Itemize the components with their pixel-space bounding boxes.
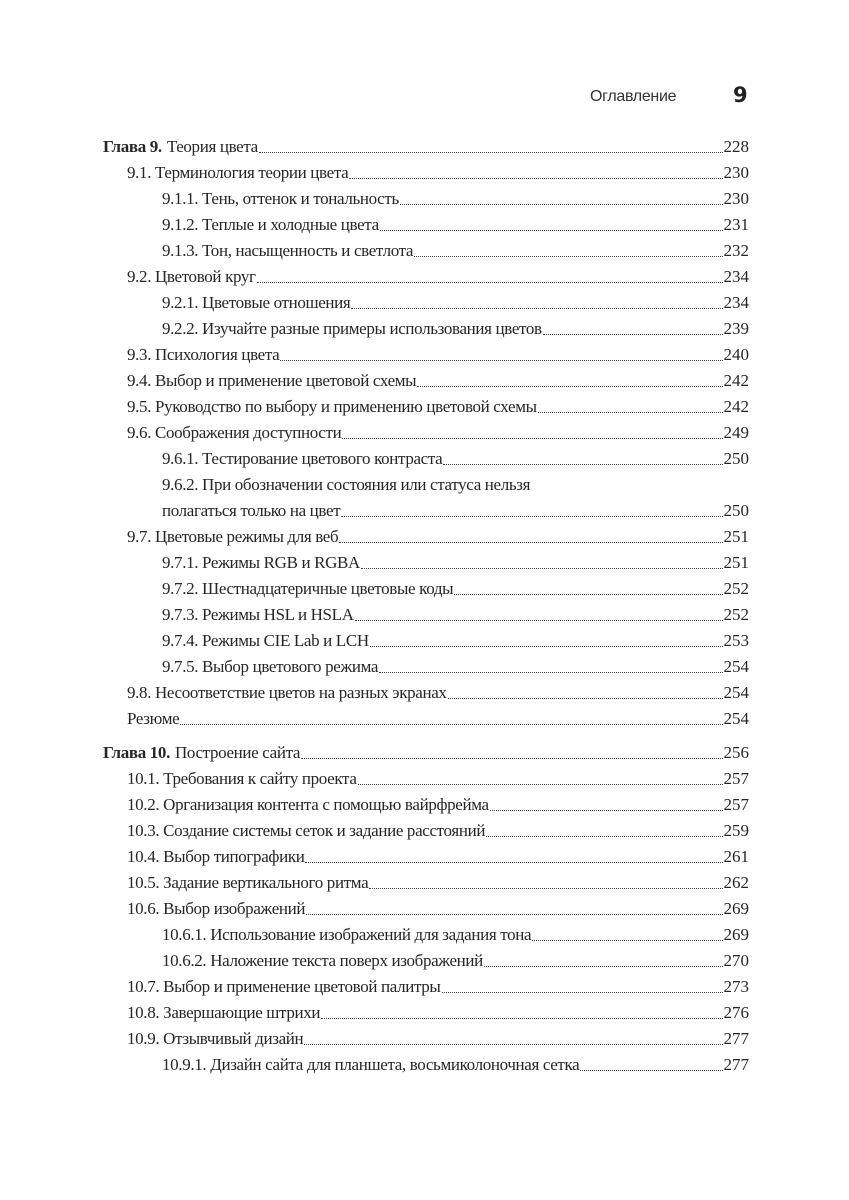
page-number: 256 [723, 743, 749, 762]
entry-title: 9.7.4. Режимы CIE Lab и LCH [162, 631, 369, 650]
page-number: 239 [723, 319, 749, 338]
toc-entry[interactable] [103, 792, 749, 818]
toc-entry-continuation[interactable] [103, 498, 749, 524]
dot-leader [484, 966, 723, 967]
dot-leader [339, 542, 722, 543]
page-number: 257 [723, 795, 749, 814]
toc-chapter-9 [103, 134, 749, 732]
dot-leader [380, 230, 723, 231]
dot-leader [443, 464, 722, 465]
entry-title: 9.7.5. Выбор цветового режима [162, 657, 379, 676]
entry-title: 10.1. Требования к сайту проекта [127, 769, 357, 788]
dot-leader [349, 178, 722, 179]
toc-entry[interactable] [103, 1026, 749, 1052]
entry-title: 9.4. Выбор и применение цветовой схемы [127, 371, 417, 390]
toc-entry[interactable] [103, 342, 749, 368]
toc-entry[interactable] [103, 238, 749, 264]
dot-leader [414, 256, 722, 257]
toc-entry[interactable] [103, 186, 749, 212]
toc-entry[interactable] [103, 948, 749, 974]
toc-entry[interactable] [103, 1000, 749, 1026]
entry-title: Резюме [127, 709, 180, 728]
toc-entry[interactable] [103, 818, 749, 844]
toc-entry[interactable] [103, 550, 749, 576]
page-number: 259 [723, 821, 749, 840]
chapter-title: Теория цвета [166, 137, 258, 156]
entry-title: 10.3. Создание системы сеток и задание расстояний [127, 821, 486, 840]
page-number: 270 [723, 951, 749, 970]
dot-leader [341, 516, 722, 517]
toc-entry[interactable] [103, 368, 749, 394]
toc-entry[interactable] [103, 628, 749, 654]
header-title: Оглавление [590, 88, 677, 105]
toc-chapter-heading[interactable] [103, 740, 749, 766]
toc-entry[interactable] [103, 576, 749, 602]
toc-entry[interactable] [103, 394, 749, 420]
entry-title: 9.1.1. Тень, оттенок и тональность [162, 189, 399, 208]
toc-entry[interactable] [103, 472, 749, 498]
entry-title: 10.8. Завершающие штрихи [127, 1003, 321, 1022]
page-number: 242 [723, 371, 749, 390]
page-number: 277 [723, 1055, 749, 1074]
entry-title: 10.7. Выбор и применение цветовой палитры [127, 977, 441, 996]
page-number: 252 [723, 605, 749, 624]
dot-leader [301, 758, 722, 759]
page-number: 234 [723, 267, 749, 286]
toc-entry[interactable] [103, 844, 749, 870]
page-number: 269 [723, 925, 749, 944]
page-number: 251 [723, 527, 749, 546]
page-number: 276 [723, 1003, 749, 1022]
page-number: 230 [723, 163, 749, 182]
page-number: 253 [723, 631, 749, 650]
toc-entry[interactable] [103, 264, 749, 290]
entry-title: 9.1.3. Тон, насыщенность и светлота [162, 241, 414, 260]
dot-leader [379, 672, 722, 673]
page-number: 230 [723, 189, 749, 208]
entry-title: 10.6.1. Использование изображений для задания тона [162, 925, 532, 944]
dot-leader [358, 784, 723, 785]
dot-leader [355, 620, 723, 621]
dot-leader [442, 992, 723, 993]
header-page-number: 9 [733, 83, 748, 107]
toc-entry[interactable] [103, 446, 749, 472]
page-number: 254 [723, 709, 749, 728]
toc-entry[interactable] [103, 680, 749, 706]
entry-title: 9.5. Руководство по выбору и применению цветовой схемы [127, 397, 537, 416]
dot-leader [321, 1018, 722, 1019]
toc-entry[interactable] [103, 1052, 749, 1078]
entry-title: 9.7.3. Режимы HSL и HSLA [162, 605, 354, 624]
toc-entry[interactable] [103, 706, 749, 732]
page-number: 277 [723, 1029, 749, 1048]
entry-title: 9.6. Соображения доступности [127, 423, 342, 442]
page-number: 261 [723, 847, 749, 866]
entry-title: 9.2.2. Изучайте разные примеры использования цветов [162, 319, 542, 338]
page-number: 242 [723, 397, 749, 416]
page-number: 231 [723, 215, 749, 234]
page-number: 228 [723, 137, 749, 156]
toc-chapter-heading[interactable] [103, 134, 749, 160]
dot-leader [538, 412, 723, 413]
dot-leader [400, 204, 723, 205]
entry-title: 10.4. Выбор типографики [127, 847, 305, 866]
dot-leader [280, 360, 722, 361]
entry-title: 10.9.1. Дизайн сайта для планшета, восьмиколоночная сетка [162, 1055, 580, 1074]
dot-leader [342, 438, 722, 439]
dot-leader [257, 282, 723, 283]
dot-leader [490, 810, 723, 811]
entry-title: 9.7. Цветовые режимы для веб [127, 527, 339, 546]
toc-entry[interactable] [103, 922, 749, 948]
page-number: 262 [723, 873, 749, 892]
dot-leader [180, 724, 722, 725]
toc-entry[interactable] [103, 524, 749, 550]
dot-leader [306, 914, 722, 915]
dot-leader [543, 334, 723, 335]
entry-title: 9.1.2. Теплые и холодные цвета [162, 215, 379, 234]
page-number: 250 [723, 449, 749, 468]
entry-title-continued: полагаться только на цвет [162, 501, 341, 520]
entry-title: 9.2. Цветовой круг [127, 267, 256, 286]
dot-leader [486, 836, 722, 837]
entry-title: 9.1. Терминология теории цвета [127, 163, 349, 182]
toc-chapter-10 [103, 740, 749, 1078]
entry-title: 9.8. Несоответствие цветов на разных экранах [127, 683, 447, 702]
chapter-label: Глава 10. [103, 743, 170, 762]
toc-entry[interactable] [103, 420, 749, 446]
dot-leader [305, 862, 722, 863]
dot-leader [448, 698, 723, 699]
page-number: 269 [723, 899, 749, 918]
dot-leader [532, 940, 722, 941]
toc-entry[interactable] [103, 160, 749, 186]
entry-title: 10.9. Отзывчивый дизайн [127, 1029, 304, 1048]
entry-title: 9.3. Психология цвета [127, 345, 280, 364]
entry-title: 10.6.2. Наложение текста поверх изображений [162, 951, 483, 970]
chapter-title: Построение сайта [174, 743, 301, 762]
page-number: 250 [723, 501, 749, 520]
dot-leader [369, 888, 722, 889]
entry-title: 9.7.1. Режимы RGB и RGBA [162, 553, 360, 572]
dot-leader [351, 308, 722, 309]
dot-leader [580, 1070, 722, 1071]
page-number: 257 [723, 769, 749, 788]
page-number: 254 [723, 683, 749, 702]
toc-entry[interactable] [103, 212, 749, 238]
entry-title: 9.2.1. Цветовые отношения [162, 293, 351, 312]
toc-entry[interactable] [103, 602, 749, 628]
page-number: 273 [723, 977, 749, 996]
toc-entry[interactable] [103, 316, 749, 342]
toc-entry[interactable] [103, 290, 749, 316]
toc-entry[interactable] [103, 974, 749, 1000]
toc-entry[interactable] [103, 870, 749, 896]
chapter-label: Глава 9. [103, 137, 162, 156]
toc-entry[interactable] [103, 766, 749, 792]
entry-title: 10.2. Организация контента с помощью вайрфрейма [127, 795, 489, 814]
page-number: 234 [723, 293, 749, 312]
page-number: 251 [723, 553, 749, 572]
dot-leader [259, 152, 723, 153]
toc-entry[interactable] [103, 654, 749, 680]
page-number: 232 [723, 241, 749, 260]
entry-title: 10.6. Выбор изображений [127, 899, 306, 918]
dot-leader [304, 1044, 722, 1045]
dot-leader [370, 646, 723, 647]
entry-title: 9.7.2. Шестнадцатеричные цветовые коды [162, 579, 454, 598]
dot-leader [454, 594, 722, 595]
dot-leader [417, 386, 722, 387]
toc-entry[interactable] [103, 896, 749, 922]
entry-title: 9.6.1. Тестирование цветового контраста [162, 449, 443, 468]
page-number: 254 [723, 657, 749, 676]
dot-leader [361, 568, 723, 569]
page-number: 240 [723, 345, 749, 364]
page-number: 252 [723, 579, 749, 598]
page-number: 249 [723, 423, 749, 442]
running-header [0, 84, 849, 114]
entry-title: 9.6.2. При обозначении состояния или статуса нельзя [162, 475, 531, 494]
entry-title: 10.5. Задание вертикального ритма [127, 873, 369, 892]
